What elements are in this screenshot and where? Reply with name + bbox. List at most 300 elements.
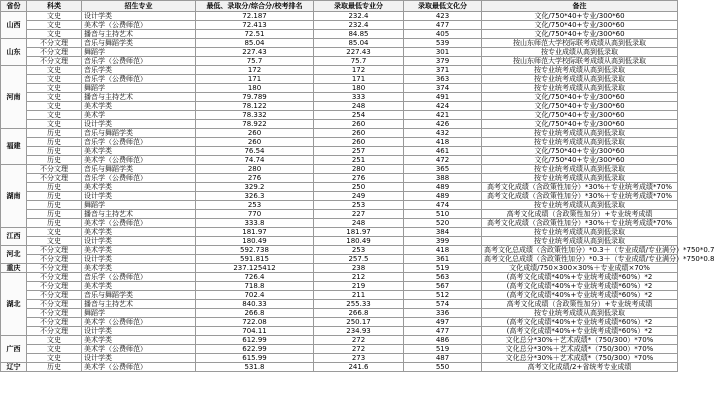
major-cell: 音乐学（公费师范） bbox=[82, 75, 196, 84]
province-cell: 湖南 bbox=[1, 165, 27, 228]
category-cell: 不分文理 bbox=[27, 291, 82, 300]
remark-cell: (高考文化成绩*40%+专业统考成绩*60%）*2 bbox=[482, 291, 678, 300]
min-culture-score-cell: 399 bbox=[404, 237, 482, 246]
min-culture-score-cell: 477 bbox=[404, 327, 482, 336]
table-row bbox=[1, 30, 678, 39]
province-cell: 河北 bbox=[1, 246, 27, 264]
min-major-score-cell: 181.97 bbox=[314, 228, 404, 237]
min-culture-score-cell: 432 bbox=[404, 129, 482, 138]
min-culture-score-cell: 491 bbox=[404, 93, 482, 102]
min-score-cell: 260 bbox=[196, 138, 314, 147]
category-cell: 不分文理 bbox=[27, 246, 82, 255]
min-major-score-cell: 260 bbox=[314, 129, 404, 138]
major-cell: 播音与主持艺术 bbox=[82, 93, 196, 102]
major-cell: 播音与主持艺术 bbox=[82, 210, 196, 219]
min-score-cell: 181.97 bbox=[196, 228, 314, 237]
min-major-score-cell: 84.85 bbox=[314, 30, 404, 39]
min-score-cell: 72.187 bbox=[196, 12, 314, 21]
column-header: 录取最低文化分 bbox=[404, 1, 482, 12]
major-cell: 美术学（公费师范） bbox=[82, 318, 196, 327]
min-major-score-cell: 272 bbox=[314, 345, 404, 354]
remark-cell: 高考文化成绩（含政策性加分）*30%＋专业统考成绩*70% bbox=[482, 183, 678, 192]
major-cell: 美术学 bbox=[82, 111, 196, 120]
min-major-score-cell: 241.6 bbox=[314, 363, 404, 372]
min-score-cell: 840.33 bbox=[196, 300, 314, 309]
min-major-score-cell: 227 bbox=[314, 210, 404, 219]
major-cell: 音乐学（公费师范） bbox=[82, 174, 196, 183]
category-cell: 文史 bbox=[27, 30, 82, 39]
major-cell: 美术学（公费师范） bbox=[82, 21, 196, 30]
min-score-cell: 718.8 bbox=[196, 282, 314, 291]
min-major-score-cell: 250 bbox=[314, 183, 404, 192]
category-cell: 不分文理 bbox=[27, 57, 82, 66]
min-score-cell: 260 bbox=[196, 129, 314, 138]
category-cell: 文史 bbox=[27, 102, 82, 111]
province-cell: 福建 bbox=[1, 129, 27, 165]
category-cell: 历史 bbox=[27, 147, 82, 156]
major-cell: 设计学类 bbox=[82, 354, 196, 363]
major-cell: 美术学（公费师范） bbox=[82, 363, 196, 372]
category-cell: 历史 bbox=[27, 210, 82, 219]
min-culture-score-cell: 301 bbox=[404, 48, 482, 57]
remark-cell: 按专业统考成绩从高到低录取 bbox=[482, 174, 678, 183]
category-cell: 文史 bbox=[27, 345, 82, 354]
major-cell: 美术学（公费师范） bbox=[82, 156, 196, 165]
min-score-cell: 333.8 bbox=[196, 219, 314, 228]
min-major-score-cell: 257.5 bbox=[314, 255, 404, 264]
table-header bbox=[1, 1, 678, 12]
category-cell: 历史 bbox=[27, 138, 82, 147]
table-row bbox=[1, 282, 678, 291]
major-cell: 设计学类 bbox=[82, 255, 196, 264]
min-major-score-cell: 180.49 bbox=[314, 237, 404, 246]
major-cell: 设计学类 bbox=[82, 192, 196, 201]
remark-cell: 按专业统考成绩从高到低录取 bbox=[482, 237, 678, 246]
column-header: 招生专业 bbox=[82, 1, 196, 12]
major-cell: 舞蹈学 bbox=[82, 201, 196, 210]
remark-cell: 按专业统考成绩从高到低录取 bbox=[482, 201, 678, 210]
min-major-score-cell: 171 bbox=[314, 75, 404, 84]
remark-cell: 文化总分*30%＋艺术成绩*（750/300）*70% bbox=[482, 354, 678, 363]
table-row bbox=[1, 174, 678, 183]
category-cell: 不分文理 bbox=[27, 48, 82, 57]
min-culture-score-cell: 361 bbox=[404, 255, 482, 264]
table-row bbox=[1, 300, 678, 309]
remark-cell: 按专业统考成绩从高到低录取 bbox=[482, 165, 678, 174]
min-culture-score-cell: 486 bbox=[404, 336, 482, 345]
min-culture-score-cell: 520 bbox=[404, 219, 482, 228]
remark-cell: 高考文化成绩/2+省统考专业成绩 bbox=[482, 363, 678, 372]
remark-cell: 高考文化成绩（含政策性加分）+专业统考成绩 bbox=[482, 300, 678, 309]
major-cell: 美术学类 bbox=[82, 102, 196, 111]
table-row bbox=[1, 345, 678, 354]
category-cell: 不分文理 bbox=[27, 174, 82, 183]
min-culture-score-cell: 423 bbox=[404, 12, 482, 21]
min-culture-score-cell: 472 bbox=[404, 156, 482, 165]
min-score-cell: 615.99 bbox=[196, 354, 314, 363]
major-cell: 播音与主持艺术 bbox=[82, 30, 196, 39]
remark-cell: 文化/750*40+专业/300*60 bbox=[482, 30, 678, 39]
min-culture-score-cell: 371 bbox=[404, 66, 482, 75]
table-row bbox=[1, 255, 678, 264]
min-score-cell: 78.922 bbox=[196, 120, 314, 129]
min-score-cell: 726.4 bbox=[196, 273, 314, 282]
major-cell: 播音与主持艺术 bbox=[82, 300, 196, 309]
min-score-cell: 592.738 bbox=[196, 246, 314, 255]
min-score-cell: 75.7 bbox=[196, 57, 314, 66]
min-score-cell: 531.8 bbox=[196, 363, 314, 372]
table-row bbox=[1, 318, 678, 327]
category-cell: 历史 bbox=[27, 129, 82, 138]
min-score-cell: 326.3 bbox=[196, 192, 314, 201]
province-cell: 辽宁 bbox=[1, 363, 27, 372]
min-culture-score-cell: 487 bbox=[404, 354, 482, 363]
table-row bbox=[1, 354, 678, 363]
remark-cell: 文化/750*40+专业/300*60 bbox=[482, 111, 678, 120]
table-row bbox=[1, 75, 678, 84]
major-cell: 音乐学（公费师范） bbox=[82, 57, 196, 66]
min-culture-score-cell: 489 bbox=[404, 183, 482, 192]
table-row bbox=[1, 12, 678, 21]
column-header: 备注 bbox=[482, 1, 678, 12]
min-culture-score-cell: 563 bbox=[404, 273, 482, 282]
category-cell: 文史 bbox=[27, 75, 82, 84]
min-culture-score-cell: 388 bbox=[404, 174, 482, 183]
table-row bbox=[1, 309, 678, 318]
min-score-cell: 85.04 bbox=[196, 39, 314, 48]
min-major-score-cell: 85.04 bbox=[314, 39, 404, 48]
remark-cell: 文化/750*40+专业/300*60 bbox=[482, 93, 678, 102]
min-major-score-cell: 257 bbox=[314, 147, 404, 156]
province-cell: 江西 bbox=[1, 228, 27, 246]
min-score-cell: 591.815 bbox=[196, 255, 314, 264]
min-culture-score-cell: 474 bbox=[404, 201, 482, 210]
remark-cell: 高考文化成绩（含政策性加分）+专业统考成绩 bbox=[482, 210, 678, 219]
table-row bbox=[1, 93, 678, 102]
min-score-cell: 180.49 bbox=[196, 237, 314, 246]
table-row bbox=[1, 57, 678, 66]
category-cell: 文史 bbox=[27, 336, 82, 345]
table-row bbox=[1, 147, 678, 156]
table-row bbox=[1, 363, 678, 372]
min-culture-score-cell: 567 bbox=[404, 282, 482, 291]
major-cell: 美术学类 bbox=[82, 183, 196, 192]
min-major-score-cell: 250.17 bbox=[314, 318, 404, 327]
table-row bbox=[1, 273, 678, 282]
remark-cell: 按专业统考成绩从高到低录取 bbox=[482, 66, 678, 75]
remark-cell: 高考文化总成绩（含政策性加分）*0.3＋（专业成绩/专业满分）*750*0.8 bbox=[482, 255, 678, 264]
category-cell: 历史 bbox=[27, 183, 82, 192]
min-major-score-cell: 260 bbox=[314, 138, 404, 147]
remark-cell: 文化/750*40+专业/300*60 bbox=[482, 21, 678, 30]
major-cell: 音乐学（公费师范） bbox=[82, 138, 196, 147]
min-score-cell: 622.99 bbox=[196, 345, 314, 354]
category-cell: 历史 bbox=[27, 156, 82, 165]
column-header: 省份 bbox=[1, 1, 27, 12]
remark-cell: 按专业统考成绩从高到低录取 bbox=[482, 129, 678, 138]
category-cell: 不分文理 bbox=[27, 39, 82, 48]
table-row bbox=[1, 201, 678, 210]
min-major-score-cell: 211 bbox=[314, 291, 404, 300]
min-major-score-cell: 255.33 bbox=[314, 300, 404, 309]
table-row bbox=[1, 66, 678, 75]
major-cell: 美术学类 bbox=[82, 336, 196, 345]
remark-cell: 文化/750*40+专业/300*60 bbox=[482, 147, 678, 156]
category-cell: 文史 bbox=[27, 93, 82, 102]
remark-cell: 文化总分*30%＋艺术成绩*（750/300）*70% bbox=[482, 345, 678, 354]
category-cell: 文史 bbox=[27, 84, 82, 93]
table-body bbox=[1, 11, 714, 372]
min-culture-score-cell: 365 bbox=[404, 165, 482, 174]
major-cell: 音乐与舞蹈学类 bbox=[82, 165, 196, 174]
min-culture-score-cell: 384 bbox=[404, 228, 482, 237]
remark-cell: 高考文化成绩（含政策性加分）*30%＋专业统考成绩*70% bbox=[482, 219, 678, 228]
table-row bbox=[1, 129, 678, 138]
province-cell: 山西 bbox=[1, 12, 27, 39]
min-major-score-cell: 232.4 bbox=[314, 12, 404, 21]
min-major-score-cell: 75.7 bbox=[314, 57, 404, 66]
remark-cell: 文化总分*30%＋艺术成绩*（750/300）*70% bbox=[482, 336, 678, 345]
min-culture-score-cell: 418 bbox=[404, 246, 482, 255]
min-major-score-cell: 212 bbox=[314, 273, 404, 282]
table-row bbox=[1, 327, 678, 336]
remark-cell: (高考文化成绩*40%+专业统考成绩*60%）*2 bbox=[482, 318, 678, 327]
category-cell: 文史 bbox=[27, 120, 82, 129]
major-cell: 舞蹈学 bbox=[82, 84, 196, 93]
remark-cell: 按专业统考成绩从高到低录取 bbox=[482, 138, 678, 147]
min-score-cell: 266.8 bbox=[196, 309, 314, 318]
category-cell: 文史 bbox=[27, 12, 82, 21]
min-score-cell: 280 bbox=[196, 165, 314, 174]
column-header: 科类 bbox=[27, 1, 82, 12]
min-culture-score-cell: 510 bbox=[404, 210, 482, 219]
table-row bbox=[1, 228, 678, 237]
major-cell: 美术学（公费师范） bbox=[82, 345, 196, 354]
min-culture-score-cell: 379 bbox=[404, 57, 482, 66]
remark-cell: 文化/750*40+专业/300*60 bbox=[482, 120, 678, 129]
min-major-score-cell: 172 bbox=[314, 66, 404, 75]
category-cell: 不分文理 bbox=[27, 273, 82, 282]
min-major-score-cell: 276 bbox=[314, 174, 404, 183]
remark-cell: (高考文化成绩*40%+专业统考成绩*60%）*2 bbox=[482, 273, 678, 282]
major-cell: 美术学（公费师范） bbox=[82, 219, 196, 228]
min-major-score-cell: 272 bbox=[314, 336, 404, 345]
major-cell: 设计学类 bbox=[82, 120, 196, 129]
major-cell: 音乐学类 bbox=[82, 66, 196, 75]
remark-cell: 按专业统考成绩从高到低录取 bbox=[482, 228, 678, 237]
min-culture-score-cell: 424 bbox=[404, 102, 482, 111]
table-row bbox=[1, 219, 678, 228]
category-cell: 文史 bbox=[27, 66, 82, 75]
min-score-cell: 227.43 bbox=[196, 48, 314, 57]
min-major-score-cell: 248 bbox=[314, 102, 404, 111]
min-major-score-cell: 273 bbox=[314, 354, 404, 363]
province-cell: 河南 bbox=[1, 66, 27, 129]
remark-cell: 按山东师范大学校际联考成绩从高到低录取 bbox=[482, 39, 678, 48]
province-cell: 重庆 bbox=[1, 264, 27, 273]
min-score-cell: 76.54 bbox=[196, 147, 314, 156]
min-major-score-cell: 251 bbox=[314, 156, 404, 165]
category-cell: 不分文理 bbox=[27, 300, 82, 309]
min-major-score-cell: 238 bbox=[314, 264, 404, 273]
table-row bbox=[1, 84, 678, 93]
min-culture-score-cell: 519 bbox=[404, 345, 482, 354]
min-major-score-cell: 232.4 bbox=[314, 21, 404, 30]
min-culture-score-cell: 336 bbox=[404, 309, 482, 318]
column-header: 录取最低专业分 bbox=[314, 1, 404, 12]
min-culture-score-cell: 519 bbox=[404, 264, 482, 273]
min-score-cell: 770 bbox=[196, 210, 314, 219]
min-major-score-cell: 227.43 bbox=[314, 48, 404, 57]
table-row bbox=[1, 183, 678, 192]
major-cell: 美术学类 bbox=[82, 282, 196, 291]
min-culture-score-cell: 461 bbox=[404, 147, 482, 156]
major-cell: 设计学类 bbox=[82, 12, 196, 21]
min-culture-score-cell: 426 bbox=[404, 120, 482, 129]
remark-cell: 高考文化成绩（含政策性加分）*30%＋专业统考成绩*70% bbox=[482, 192, 678, 201]
column-header: 最低、录取分/综合分/校考排名 bbox=[196, 1, 314, 12]
table-row bbox=[1, 39, 678, 48]
remark-cell: (高考文化成绩*40%+专业统考成绩*60%）*2 bbox=[482, 327, 678, 336]
category-cell: 不分文理 bbox=[27, 327, 82, 336]
min-score-cell: 329.2 bbox=[196, 183, 314, 192]
category-cell: 不分文理 bbox=[27, 255, 82, 264]
major-cell: 美术学类 bbox=[82, 147, 196, 156]
major-cell: 美术学类 bbox=[82, 264, 196, 273]
min-score-cell: 78.332 bbox=[196, 111, 314, 120]
major-cell: 设计学类 bbox=[82, 237, 196, 246]
remark-cell: (高考文化成绩*40%+专业统考成绩*60%）*2 bbox=[482, 282, 678, 291]
min-score-cell: 722.08 bbox=[196, 318, 314, 327]
min-culture-score-cell: 418 bbox=[404, 138, 482, 147]
table-row bbox=[1, 192, 678, 201]
min-major-score-cell: 253 bbox=[314, 246, 404, 255]
min-culture-score-cell: 477 bbox=[404, 21, 482, 30]
remark-cell: 按专业成绩从高到低录取 bbox=[482, 48, 678, 57]
min-culture-score-cell: 374 bbox=[404, 84, 482, 93]
remark-cell: 按专业统考成绩从高到低录取 bbox=[482, 309, 678, 318]
remark-cell: 文化/750*40+专业/300*60 bbox=[482, 102, 678, 111]
table-row bbox=[1, 21, 678, 30]
min-score-cell: 180 bbox=[196, 84, 314, 93]
min-major-score-cell: 253 bbox=[314, 201, 404, 210]
min-major-score-cell: 260 bbox=[314, 120, 404, 129]
min-major-score-cell: 280 bbox=[314, 165, 404, 174]
remark-cell: 按专业统考成绩从高到低录取 bbox=[482, 84, 678, 93]
min-culture-score-cell: 512 bbox=[404, 291, 482, 300]
province-cell: 湖北 bbox=[1, 273, 27, 336]
table-row bbox=[1, 120, 678, 129]
category-cell: 文史 bbox=[27, 21, 82, 30]
table-row bbox=[1, 264, 678, 273]
min-major-score-cell: 248 bbox=[314, 219, 404, 228]
min-score-cell: 171 bbox=[196, 75, 314, 84]
major-cell: 设计学类 bbox=[82, 327, 196, 336]
province-cell: 广西 bbox=[1, 336, 27, 363]
remark-cell: 文化/750*40+专业/300*60 bbox=[482, 156, 678, 165]
table-row bbox=[1, 246, 678, 255]
major-cell: 舞蹈学 bbox=[82, 309, 196, 318]
min-major-score-cell: 266.8 bbox=[314, 309, 404, 318]
category-cell: 不分文理 bbox=[27, 165, 82, 174]
min-culture-score-cell: 539 bbox=[404, 39, 482, 48]
table-row bbox=[1, 336, 678, 345]
table-row bbox=[1, 102, 678, 111]
table-row bbox=[1, 111, 678, 120]
category-cell: 文史 bbox=[27, 237, 82, 246]
min-score-cell: 72.413 bbox=[196, 21, 314, 30]
category-cell: 历史 bbox=[27, 219, 82, 228]
major-cell: 美术学类 bbox=[82, 246, 196, 255]
major-cell: 音乐与舞蹈学类 bbox=[82, 291, 196, 300]
province-cell: 山东 bbox=[1, 39, 27, 66]
min-score-cell: 612.99 bbox=[196, 336, 314, 345]
min-score-cell: 276 bbox=[196, 174, 314, 183]
category-cell: 历史 bbox=[27, 201, 82, 210]
min-score-cell: 78.122 bbox=[196, 102, 314, 111]
min-major-score-cell: 333 bbox=[314, 93, 404, 102]
table-row bbox=[1, 210, 678, 219]
major-cell: 舞蹈学 bbox=[82, 48, 196, 57]
min-score-cell: 237.125412 bbox=[196, 264, 314, 273]
min-score-cell: 172 bbox=[196, 66, 314, 75]
table-row bbox=[1, 237, 678, 246]
category-cell: 不分文理 bbox=[27, 309, 82, 318]
remark-cell: 高考文化总成绩（含政策性加分）*0.3＋（专业成绩/专业满分）*750*0.7 bbox=[482, 246, 678, 255]
remark-cell: 按专业统考成绩从高到低录取 bbox=[482, 75, 678, 84]
min-score-cell: 79.789 bbox=[196, 93, 314, 102]
min-major-score-cell: 254 bbox=[314, 111, 404, 120]
min-major-score-cell: 234.93 bbox=[314, 327, 404, 336]
min-score-cell: 702.4 bbox=[196, 291, 314, 300]
min-culture-score-cell: 405 bbox=[404, 30, 482, 39]
category-cell: 不分文理 bbox=[27, 264, 82, 273]
table-row bbox=[1, 291, 678, 300]
min-culture-score-cell: 550 bbox=[404, 363, 482, 372]
min-score-cell: 74.74 bbox=[196, 156, 314, 165]
min-score-cell: 72.51 bbox=[196, 30, 314, 39]
table-row bbox=[1, 48, 678, 57]
min-culture-score-cell: 363 bbox=[404, 75, 482, 84]
category-cell: 不分文理 bbox=[27, 282, 82, 291]
min-major-score-cell: 180 bbox=[314, 84, 404, 93]
category-cell: 历史 bbox=[27, 192, 82, 201]
table-row bbox=[1, 138, 678, 147]
min-score-cell: 704.11 bbox=[196, 327, 314, 336]
remark-cell: 按山东师范大学校际联考成绩从高到低录取 bbox=[482, 57, 678, 66]
category-cell: 文史 bbox=[27, 228, 82, 237]
major-cell: 音乐与舞蹈学类 bbox=[82, 129, 196, 138]
table-row bbox=[1, 165, 678, 174]
min-major-score-cell: 219 bbox=[314, 282, 404, 291]
min-culture-score-cell: 574 bbox=[404, 300, 482, 309]
min-score-cell: 253 bbox=[196, 201, 314, 210]
remark-cell: 文化成绩/750×300×30%＋专业成绩×70% bbox=[482, 264, 678, 273]
min-culture-score-cell: 497 bbox=[404, 318, 482, 327]
remark-cell: 文化/750*40+专业/300*60 bbox=[482, 12, 678, 21]
category-cell: 不分文理 bbox=[27, 318, 82, 327]
category-cell: 文史 bbox=[27, 354, 82, 363]
major-cell: 音乐学（公费师范） bbox=[82, 273, 196, 282]
min-major-score-cell: 249 bbox=[314, 192, 404, 201]
table-row bbox=[1, 156, 678, 165]
major-cell: 音乐与舞蹈学类 bbox=[82, 39, 196, 48]
major-cell: 美术学类 bbox=[82, 228, 196, 237]
category-cell: 历史 bbox=[27, 363, 82, 372]
min-culture-score-cell: 489 bbox=[404, 192, 482, 201]
category-cell: 文史 bbox=[27, 111, 82, 120]
min-culture-score-cell: 421 bbox=[404, 111, 482, 120]
